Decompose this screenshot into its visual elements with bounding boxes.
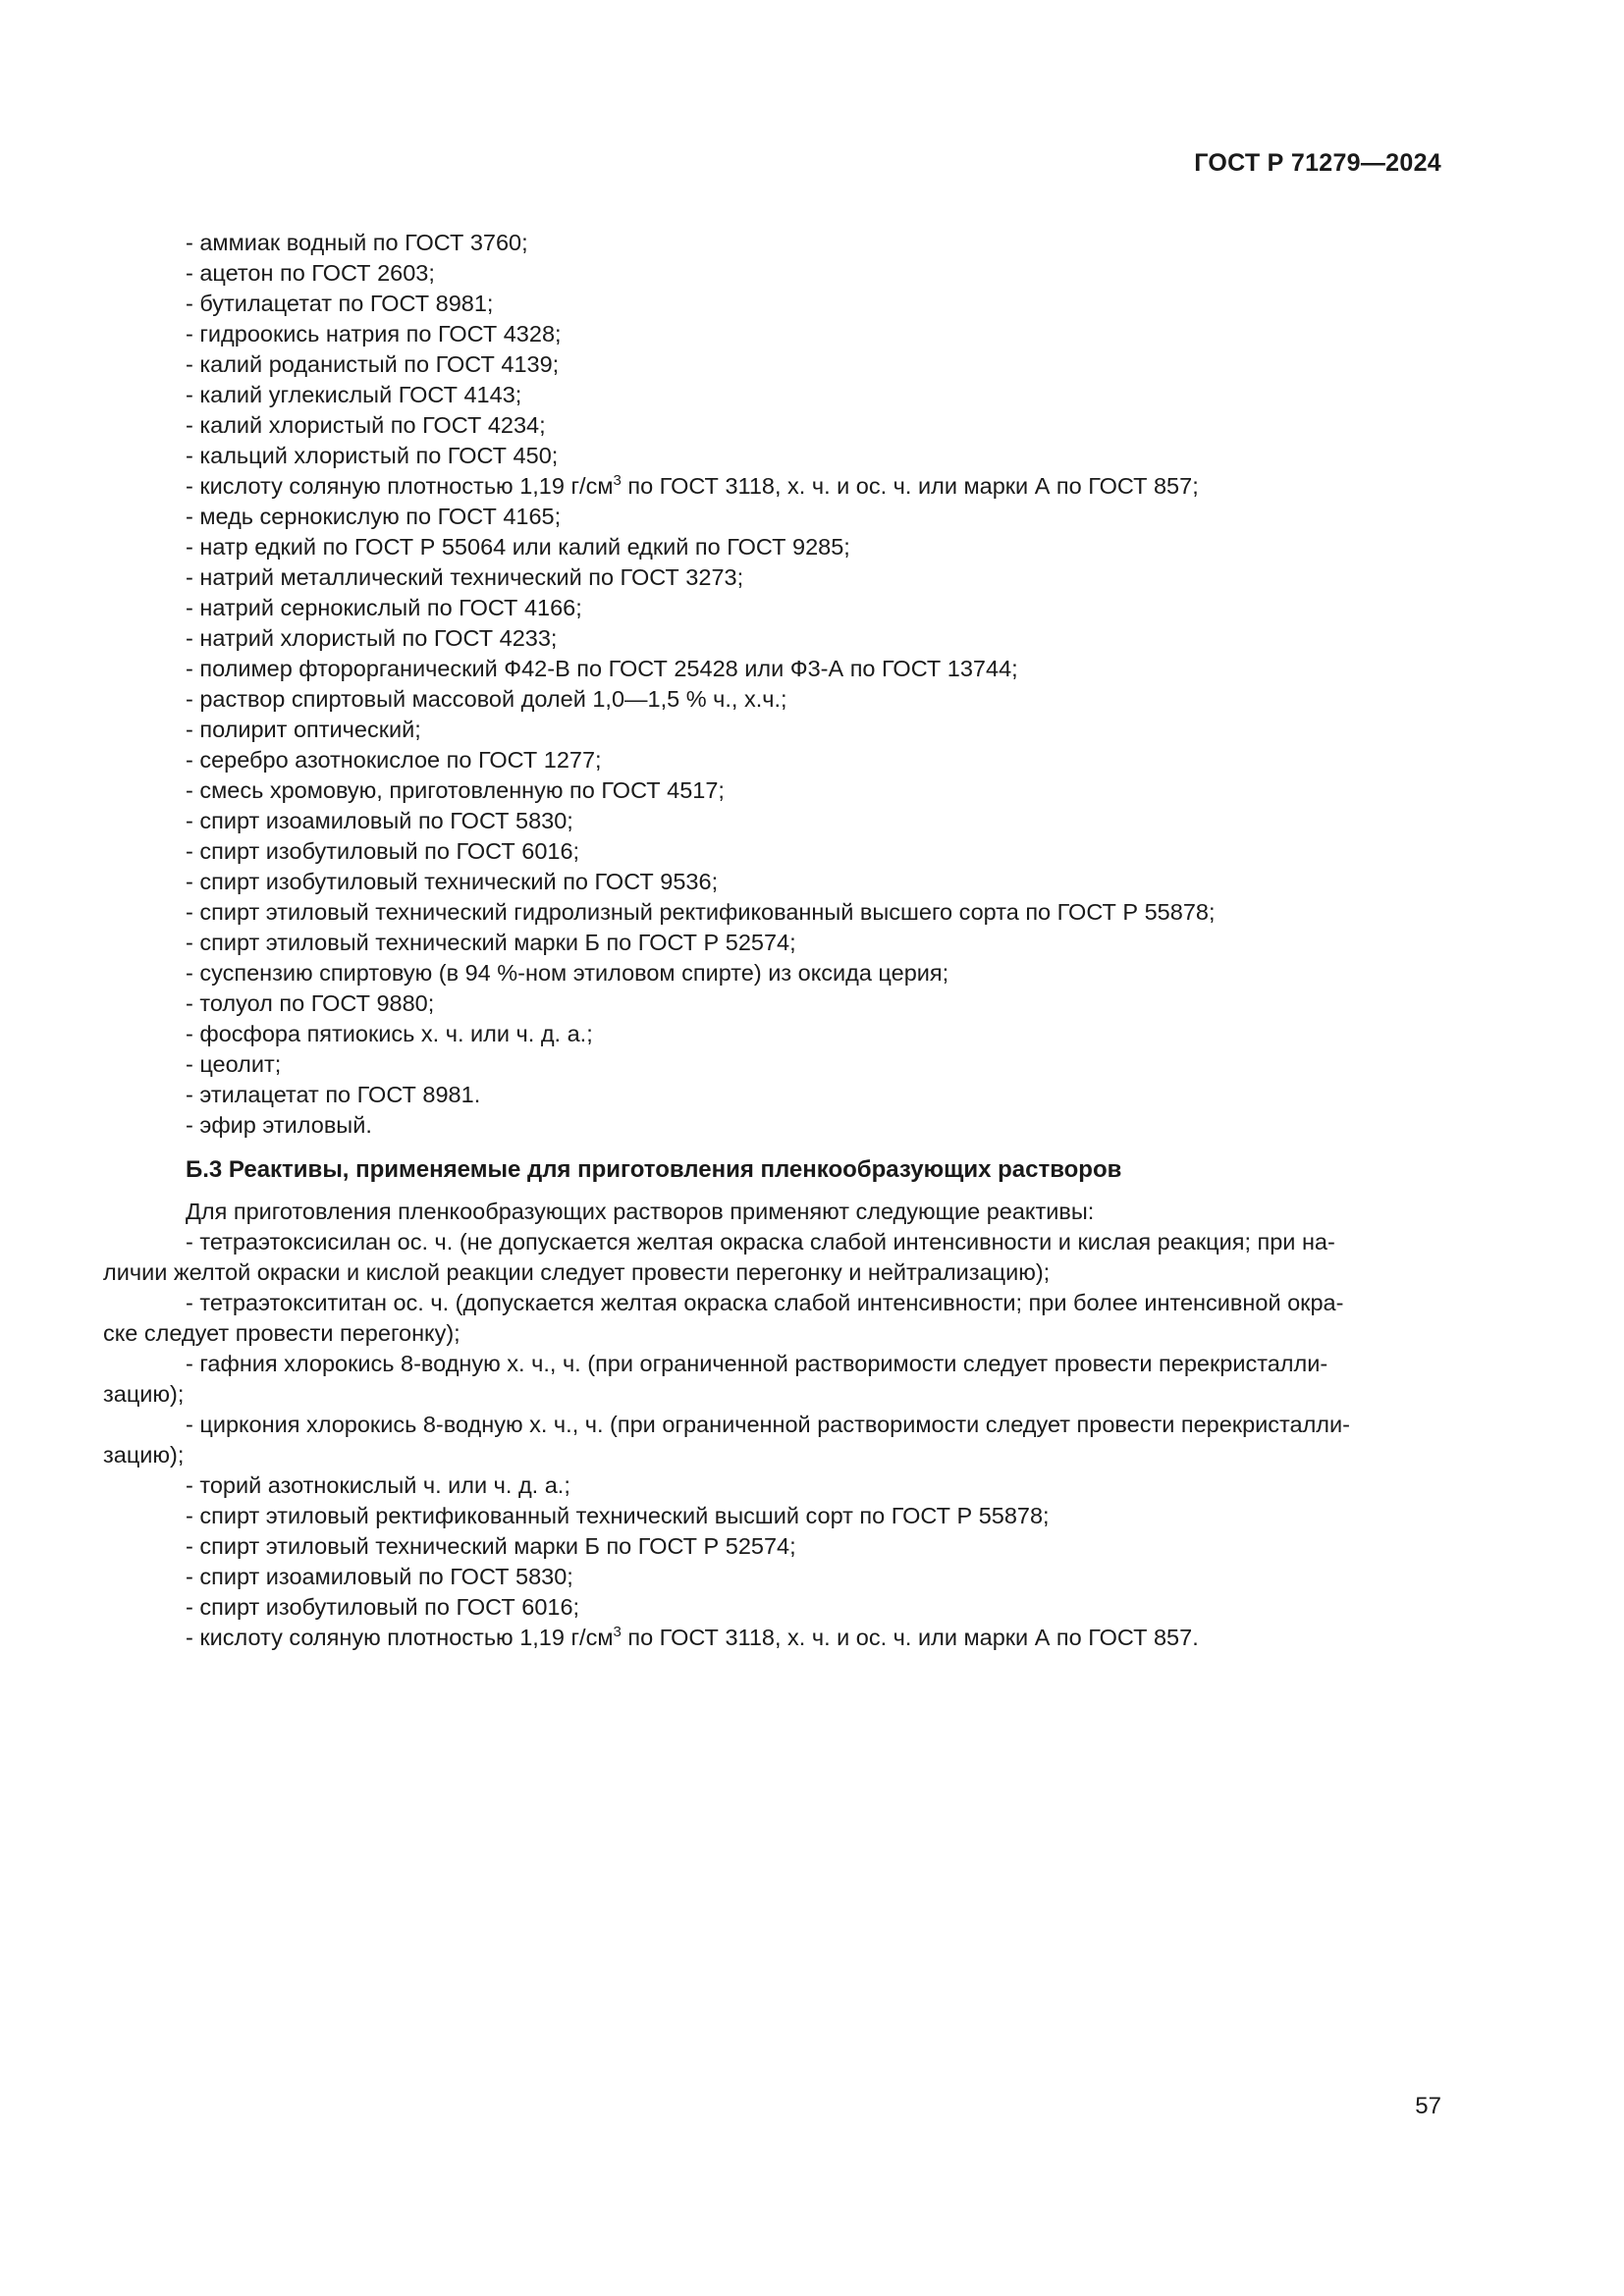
- list-item-text: по ГОСТ 3118, х. ч. и ос. ч. или марки А по ГОСТ 857;: [621, 473, 1199, 499]
- list-item: - бутилацетат по ГОСТ 8981;: [186, 291, 494, 316]
- list-item: - торий азотнокислый ч. или ч. д. а.;: [186, 1472, 570, 1498]
- list-item: - натр едкий по ГОСТ Р 55064 или калий едкий по ГОСТ 9285;: [186, 534, 850, 560]
- list-item: - спирт изобутиловый технический по ГОСТ 9536;: [186, 869, 719, 894]
- list-item: [103, 1227, 1438, 1288]
- list-item: - спирт этиловый технический марки Б по ГОСТ Р 52574;: [186, 1533, 796, 1559]
- film-reagent-list: [186, 1470, 1438, 1653]
- list-item: - полимер фторорганический Ф42-В по ГОСТ 25428 или Ф3-А по ГОСТ 13744;: [186, 656, 1018, 681]
- list-item-line-continuation: личии желтой окраски и кислой реакции следует провести перегонку и нейтрализацию);: [103, 1259, 1051, 1285]
- list-item: - толуол по ГОСТ 9880;: [186, 990, 435, 1016]
- list-item: - калий углекислый ГОСТ 4143;: [186, 382, 522, 407]
- superscript: 3: [613, 472, 622, 490]
- list-item: [103, 1349, 1438, 1410]
- list-item: - гидроокись натрия по ГОСТ 4328;: [186, 321, 562, 347]
- list-item-line: - тетраэтоксититан ос. ч. (допускается желтая окраска слабой интенсивности; при более интенсивной окра-: [186, 1290, 1344, 1315]
- list-item: - спирт изоамиловый по ГОСТ 5830;: [186, 1564, 573, 1589]
- reagent-list: [186, 228, 1438, 1141]
- superscript: 3: [613, 1624, 622, 1641]
- list-item: - этилацетат по ГОСТ 8981.: [186, 1082, 481, 1107]
- list-item: - медь сернокислую по ГОСТ 4165;: [186, 504, 562, 529]
- section-intro: [186, 1197, 1438, 1227]
- list-item-hydrochloric-acid: [186, 1623, 1438, 1653]
- intro-text: Для приготовления пленкообразующих растворов применяют следующие реактивы:: [186, 1199, 1095, 1224]
- list-item: - ацетон по ГОСТ 2603;: [186, 260, 435, 286]
- document-code-header: ГОСТ Р 71279—2024: [1194, 149, 1441, 177]
- list-item-line: - гафния хлорокись 8-водную х. ч., ч. (при ограниченной растворимости следует провести перекристалли-: [186, 1351, 1328, 1376]
- list-item: - аммиак водный по ГОСТ 3760;: [186, 230, 528, 255]
- list-item: - калий хлористый по ГОСТ 4234;: [186, 412, 546, 438]
- list-item: - калий роданистый по ГОСТ 4139;: [186, 351, 560, 377]
- list-item: - смесь хромовую, приготовленную по ГОСТ 4517;: [186, 777, 725, 803]
- page-number: 57: [1415, 2093, 1441, 2119]
- section-heading: Б.3 Реактивы, применяемые для приготовления пленкообразующих растворов: [186, 1156, 1122, 1183]
- list-item: - раствор спиртовый массовой долей 1,0—1,5 % ч., х.ч.;: [186, 686, 787, 712]
- list-item-line: - циркония хлорокись 8-водную х. ч., ч. (при ограниченной растворимости следует провести перекристалли-: [186, 1412, 1350, 1437]
- list-item: - полирит оптический;: [186, 717, 421, 742]
- list-item-line-continuation: ске следует провести перегонку);: [103, 1320, 460, 1346]
- list-item: - натрий сернокислый по ГОСТ 4166;: [186, 595, 582, 620]
- list-item-line-continuation: зацию);: [103, 1442, 185, 1468]
- film-reagent-wrapped-items: [103, 1227, 1438, 1470]
- list-item-text: - кислоту соляную плотностью 1,19 г/см: [186, 1625, 614, 1650]
- list-item: - спирт изобутиловый по ГОСТ 6016;: [186, 838, 580, 864]
- list-item-line-continuation: зацию);: [103, 1381, 185, 1407]
- list-item-text: - кислоту соляную плотностью 1,19 г/см: [186, 473, 614, 499]
- list-item: - спирт этиловый технический гидролизный ректификованный высшего сорта по ГОСТ Р 55878;: [186, 899, 1216, 925]
- list-item: - цеолит;: [186, 1051, 282, 1077]
- list-item: - натрий хлористый по ГОСТ 4233;: [186, 625, 558, 651]
- list-item: - спирт изобутиловый по ГОСТ 6016;: [186, 1594, 580, 1620]
- list-item: - натрий металлический технический по ГОСТ 3273;: [186, 564, 744, 590]
- list-item: - фосфора пятиокись х. ч. или ч. д. а.;: [186, 1021, 593, 1046]
- list-item: - кальций хлористый по ГОСТ 450;: [186, 443, 559, 468]
- page-content: [103, 228, 1438, 1653]
- list-item: - спирт этиловый технический марки Б по ГОСТ Р 52574;: [186, 930, 796, 955]
- list-item: - спирт изоамиловый по ГОСТ 5830;: [186, 808, 573, 833]
- list-item-line: - тетраэтоксисилан ос. ч. (не допускается желтая окраска слабой интенсивности и кислая реакция; при на-: [186, 1229, 1335, 1255]
- list-item: - суспензию спиртовую (в 94 %-ном этиловом спирте) из оксида церия;: [186, 960, 949, 986]
- list-item: - эфир этиловый.: [186, 1112, 372, 1138]
- list-item: - серебро азотнокислое по ГОСТ 1277;: [186, 747, 602, 773]
- list-item-hydrochloric-acid: [186, 471, 1438, 502]
- list-item-text: по ГОСТ 3118, х. ч. и ос. ч. или марки А по ГОСТ 857.: [621, 1625, 1199, 1650]
- list-item: [103, 1288, 1438, 1349]
- list-item: [103, 1410, 1438, 1470]
- list-item: - спирт этиловый ректификованный технический высший сорт по ГОСТ Р 55878;: [186, 1503, 1050, 1528]
